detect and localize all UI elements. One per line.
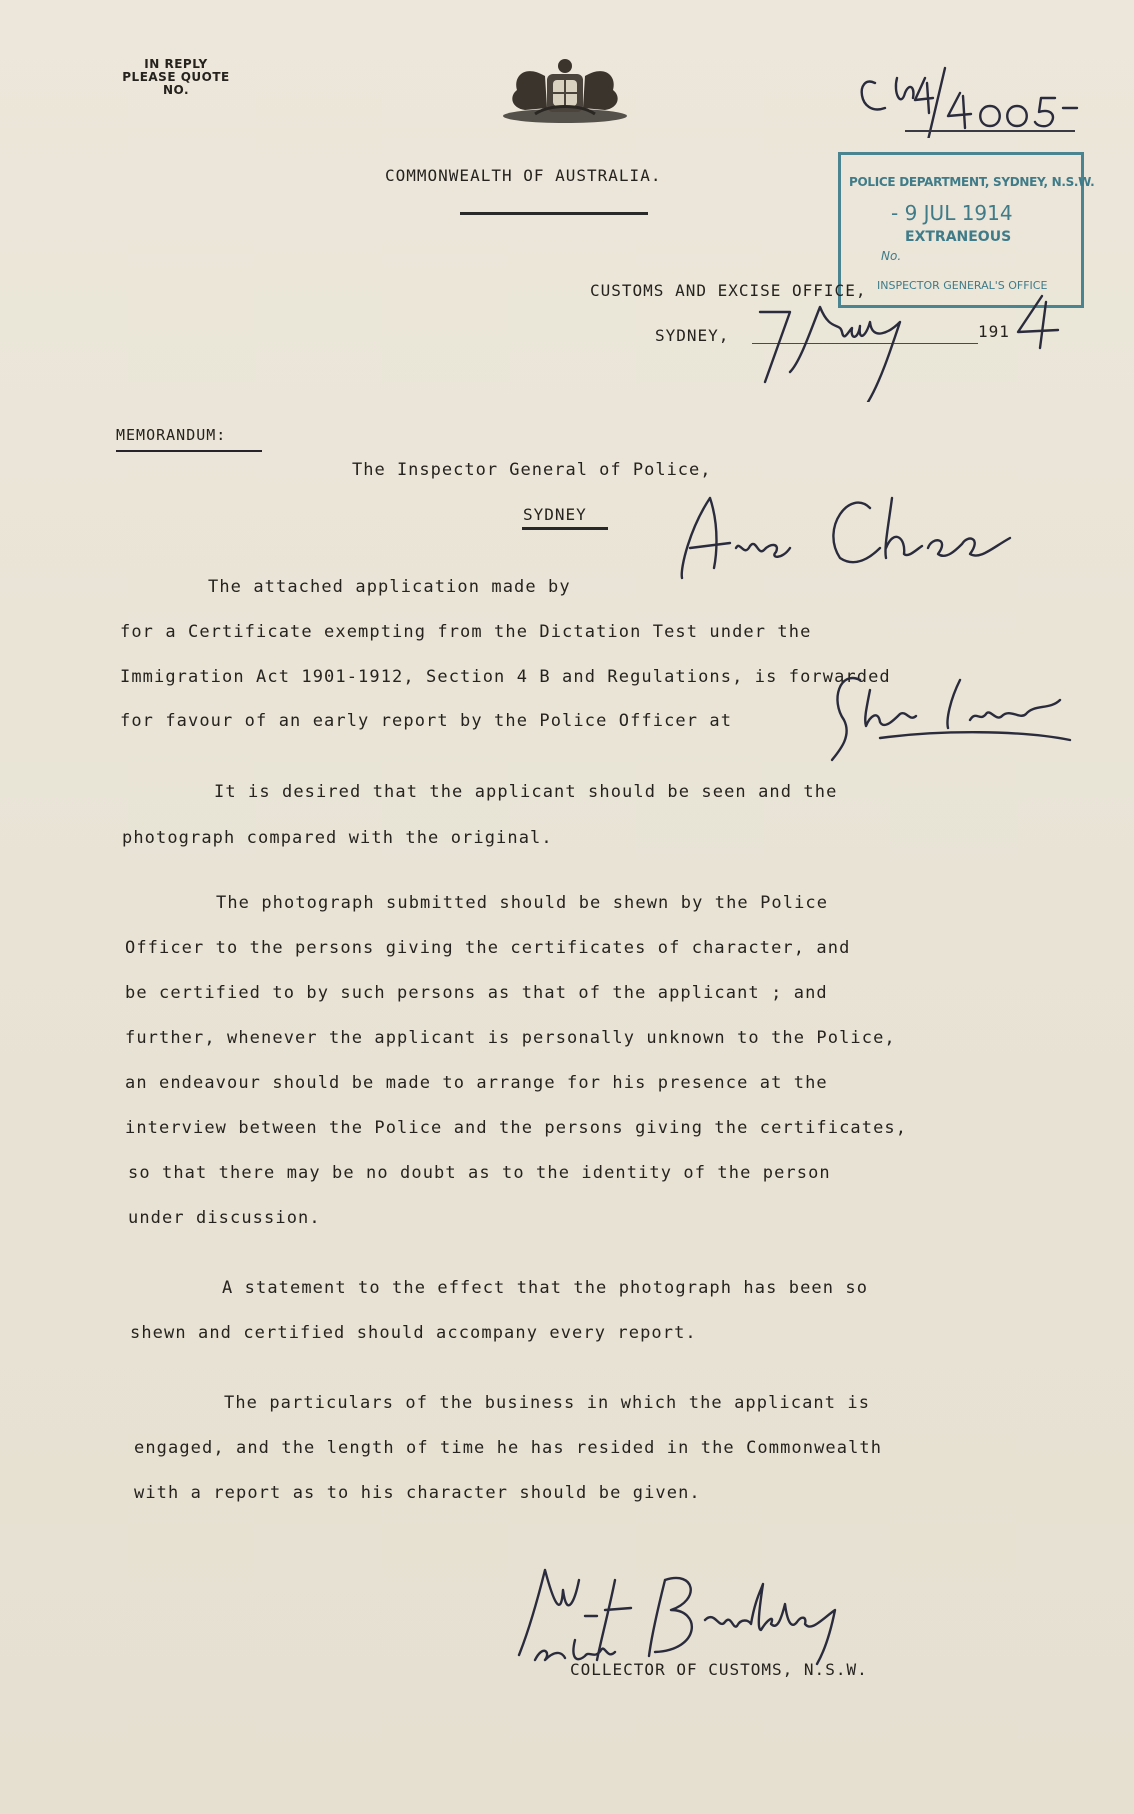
stamp-department: POLICE DEPARTMENT, SYDNEY, N.S.W. — [849, 175, 1095, 189]
body-p3-line3: be certified to by such persons as that of the applicant ; and — [125, 983, 828, 1003]
memorandum-heading: MEMORANDUM: — [116, 426, 227, 444]
body-p4-line1: A statement to the effect that the photograph has been so — [222, 1278, 869, 1298]
body-p3-line7: so that there may be no doubt as to the identity of the person — [128, 1163, 831, 1183]
coat-of-arms-icon — [495, 56, 635, 126]
handwritten-date — [740, 292, 960, 402]
reply-line-1: IN REPLY — [144, 57, 208, 71]
city-label: SYDNEY, — [655, 326, 730, 345]
memorandum-rule — [116, 450, 262, 452]
body-p2-line2: photograph compared with the original. — [122, 828, 553, 848]
police-received-stamp — [838, 152, 1095, 308]
body-p1-line4: for favour of an early report by the Police Officer at — [120, 711, 733, 731]
body-p3-line8: under discussion. — [128, 1208, 321, 1228]
body-p5-line3: with a report as to his character should be given. — [134, 1483, 701, 1503]
stamp-date: - 9 JUL 1914 — [891, 201, 1013, 225]
body-p2-line1: It is desired that the applicant should be seen and the — [214, 782, 838, 802]
addressee: The Inspector General of Police, — [352, 460, 712, 480]
commonwealth-heading: COMMONWEALTH OF AUSTRALIA. — [385, 166, 662, 185]
body-p4-line2: shewn and certified should accompany every report. — [130, 1323, 697, 1343]
body-p3-line1: The photograph submitted should be shewn by the Police — [216, 893, 829, 913]
reply-reference-block — [96, 58, 256, 97]
body-p3-line4: further, whenever the applicant is personally unknown to the Police, — [125, 1028, 896, 1048]
office-heading: CUSTOMS AND EXCISE OFFICE, — [590, 281, 867, 300]
body-p3-line2: Officer to the persons giving the certificates of character, and — [125, 938, 851, 958]
body-p5-line2: engaged, and the length of time he has resided in the Commonwealth — [134, 1438, 883, 1458]
body-p1-line2: for a Certificate exempting from the Dictation Test under the — [120, 622, 812, 642]
body-p1-line1: The attached application made by — [208, 577, 571, 597]
stamp-number-label: No. — [881, 249, 902, 263]
reference-underline — [905, 130, 1075, 132]
handwritten-year-digit — [1012, 292, 1072, 352]
heading-rule — [460, 212, 648, 215]
reply-line-3: NO. — [162, 83, 190, 97]
collector-title: COLLECTOR OF CUSTOMS, N.S.W. — [570, 1660, 868, 1679]
reply-line-2: PLEASE QUOTE — [122, 70, 230, 84]
body-p3-line6: interview between the Police and the persons giving the certificates, — [125, 1118, 908, 1138]
addressee-city: SYDNEY — [523, 505, 587, 524]
handwritten-officer-location — [820, 660, 1120, 770]
reference-number — [845, 38, 1085, 138]
handwritten-applicant-name — [670, 488, 1030, 588]
body-p1-line3: Immigration Act 1901-1912, Section 4 B and Regulations, is forwarded — [120, 667, 891, 687]
printed-year: 191 — [978, 322, 1010, 341]
stamp-type: EXTRANEOUS — [905, 229, 1012, 245]
body-p3-line5: an endeavour should be made to arrange for his presence at the — [125, 1073, 828, 1093]
stamp-office: INSPECTOR GENERAL'S OFFICE — [877, 279, 1048, 292]
body-p5-line1: The particulars of the business in which the applicant is — [224, 1393, 871, 1413]
city-rule — [522, 527, 608, 530]
